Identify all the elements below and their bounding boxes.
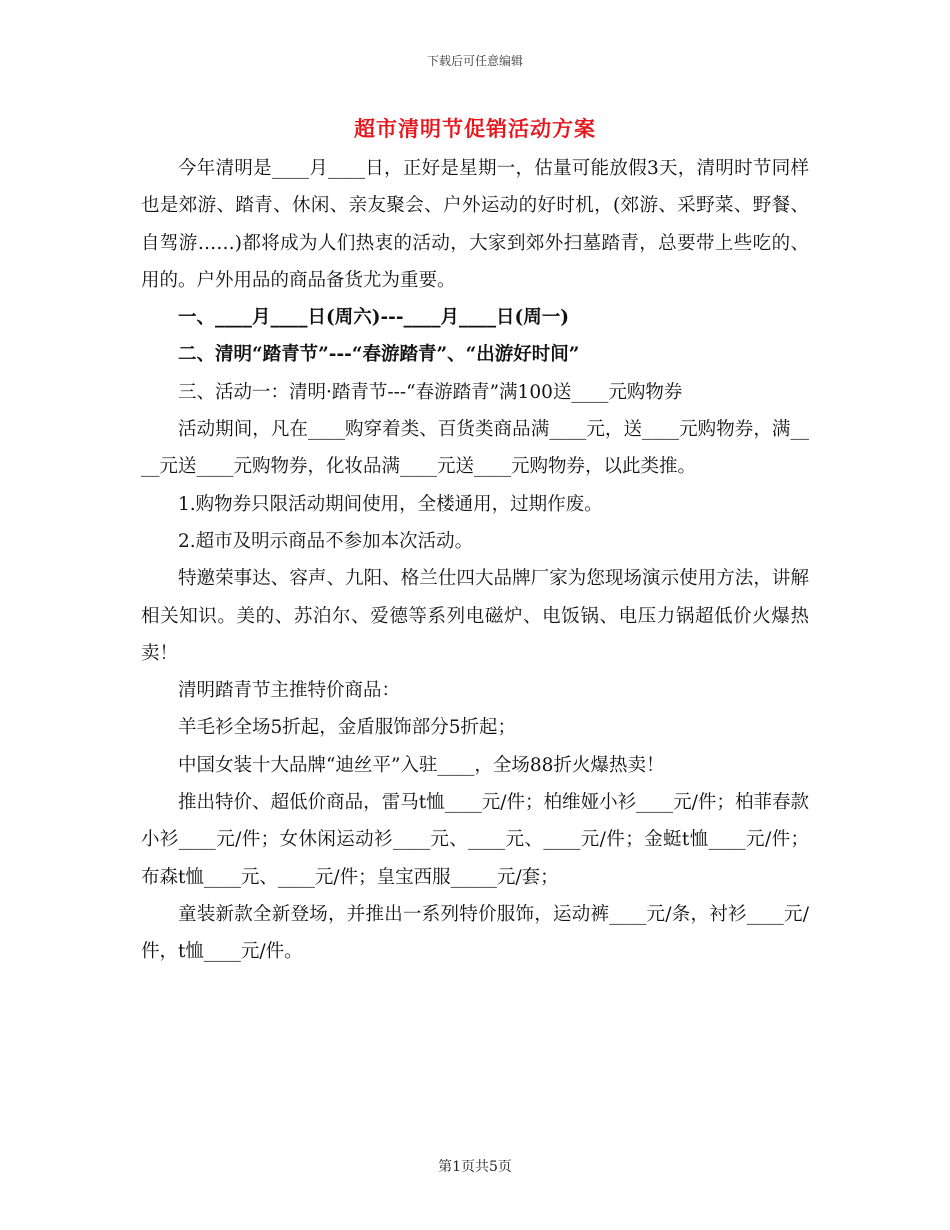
paragraph-special-prices: 推出特价、超低价商品，雷马t恤____元/件；柏维娅小衫____元/件；柏菲春款小衫____元/件；女休闲运动衫____元、____元、____元/件；金蜓t恤____元/件；布森t恤____元、____元/件；皇宝西服_____元/套； xyxy=(141,792,809,888)
document-title: 超市清明节促销活动方案 xyxy=(354,117,596,141)
section-theme: 二、清明“踏青节”---“春游踏青”、“出游好时间” xyxy=(178,344,580,366)
rule-item-2: 2.超市及明示商品不参加本次活动。 xyxy=(178,530,474,552)
header-note: 下载后可任意编辑 xyxy=(426,54,523,68)
paragraph-womens-brand: 中国女装十大品牌“迪丝平”入驻____，全场88折火爆热卖！ xyxy=(178,754,665,776)
paragraph-sweater-sale: 羊毛衫全场5折起，金盾服饰部分5折起； xyxy=(178,717,517,739)
paragraph-kidswear: 童装新款全新登场，并推出一系列特价服饰，运动裤____元/条，衬衫____元/件，t恤____元/件。 xyxy=(141,903,809,963)
paragraph-featured-heading: 清明踏青节主推特价商品： xyxy=(178,680,401,702)
rule-item-1: 1.购物券只限活动期间使用，全楼通用，过期作废。 xyxy=(178,493,603,515)
paragraph-brands: 特邀荣事达、容声、九阳、格兰仕四大品牌厂家为您现场演示使用方法，讲解相关知识。美的、苏泊尔、爱德等系列电磁炉、电饭锅、电压力锅超低价火爆热卖！ xyxy=(141,568,809,664)
document-body xyxy=(141,150,809,971)
paragraph-intro: 今年清明是____月____日，正好是星期一，估量可能放假3天，清明时节同样也是郊游、踏青、休闲、亲友聚会、户外运动的好时机，(郊游、采野菜、野餐、自驾游……)都将成为人们热衷的活动，大家到郊外扫墓踏青，总要带上些吃的、用的。户外用品的商品备货尤为重要。 xyxy=(141,158,809,291)
section-activity-one: 三、活动一：清明·踏青节---“春游踏青”满100送____元购物券 xyxy=(178,381,683,403)
page-number: 第1页共5页 xyxy=(438,1159,512,1175)
paragraph-activity-rules: 活动期间，凡在____购穿着类、百货类商品满____元，送____元购物券，满____元送____元购物券，化妆品满____元送____元购物券，以此类推。 xyxy=(141,419,809,478)
section-date-range: 一、____月____日(周六)---____月____日(周一) xyxy=(178,307,570,329)
